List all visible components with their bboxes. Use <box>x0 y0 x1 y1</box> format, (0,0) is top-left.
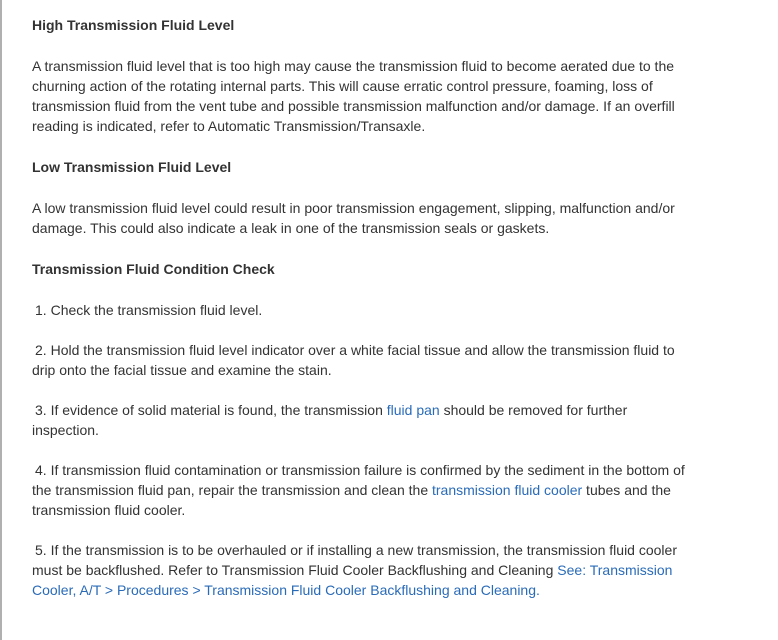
step-number: 3. <box>35 402 47 418</box>
step-text-before: If evidence of solid material is found, the transmission <box>50 402 387 418</box>
step-text-before: If transmission fluid contamination or transmission failure is confirmed by the sediment in the bottom of the transmission fluid pan, repair the transmission and clean the <box>32 462 685 498</box>
document-content <box>32 14 692 620</box>
step-number: 1. <box>35 302 47 318</box>
paragraph-low-fluid-level: A low transmission fluid level could result in poor transmission engagement, slipping, malfunction and/or damage. This could also indicate a leak in one of the transmission seals or gaskets. <box>32 200 675 236</box>
step-text-after: should be removed for further inspection. <box>32 402 628 438</box>
heading-fluid-condition-check: Transmission Fluid Condition Check <box>32 261 275 277</box>
step-3 <box>32 400 692 440</box>
left-border <box>0 0 2 640</box>
step-2 <box>32 340 692 380</box>
step-number: 5. <box>35 542 47 558</box>
step-number: 2. <box>35 342 47 358</box>
paragraph-high-fluid-level: A transmission fluid level that is too high may cause the transmission fluid to become aerated due to the churning action of the rotating internal parts. This will cause erratic control pressure, foaming, loss of transmission fluid from the vent tube and possible transmission malfunction and/or damage. If an overfill reading is indicated, refer to Automatic Transmission/Transaxle. <box>32 58 675 134</box>
step-5 <box>32 540 692 600</box>
step-text: Check the transmission fluid level. <box>50 302 263 318</box>
step-text: Hold the transmission fluid level indicator over a white facial tissue and allow the transmission fluid to drip onto the facial tissue and examine the stain. <box>32 342 675 378</box>
step-text-after: tubes and the transmission fluid cooler. <box>32 482 671 518</box>
step-number: 4. <box>35 462 47 478</box>
heading-high-fluid-level: High Transmission Fluid Level <box>32 17 235 33</box>
link-see-transmission-cooler-procedure[interactable]: See: Transmission Cooler, A/T > Procedures > Transmission Fluid Cooler Backflushing and Cleaning. <box>32 562 673 598</box>
heading-low-fluid-level: Low Transmission Fluid Level <box>32 159 232 175</box>
step-4 <box>32 460 692 520</box>
link-transmission-fluid-cooler[interactable]: transmission fluid cooler <box>432 482 583 498</box>
link-fluid-pan[interactable]: fluid pan <box>386 402 440 418</box>
step-text-before: If the transmission is to be overhauled or if installing a new transmission, the transmission fluid cooler must be backflushed. Refer to Transmission Fluid Cooler Backflushing and Cleaning <box>32 542 677 578</box>
step-1 <box>32 300 692 320</box>
